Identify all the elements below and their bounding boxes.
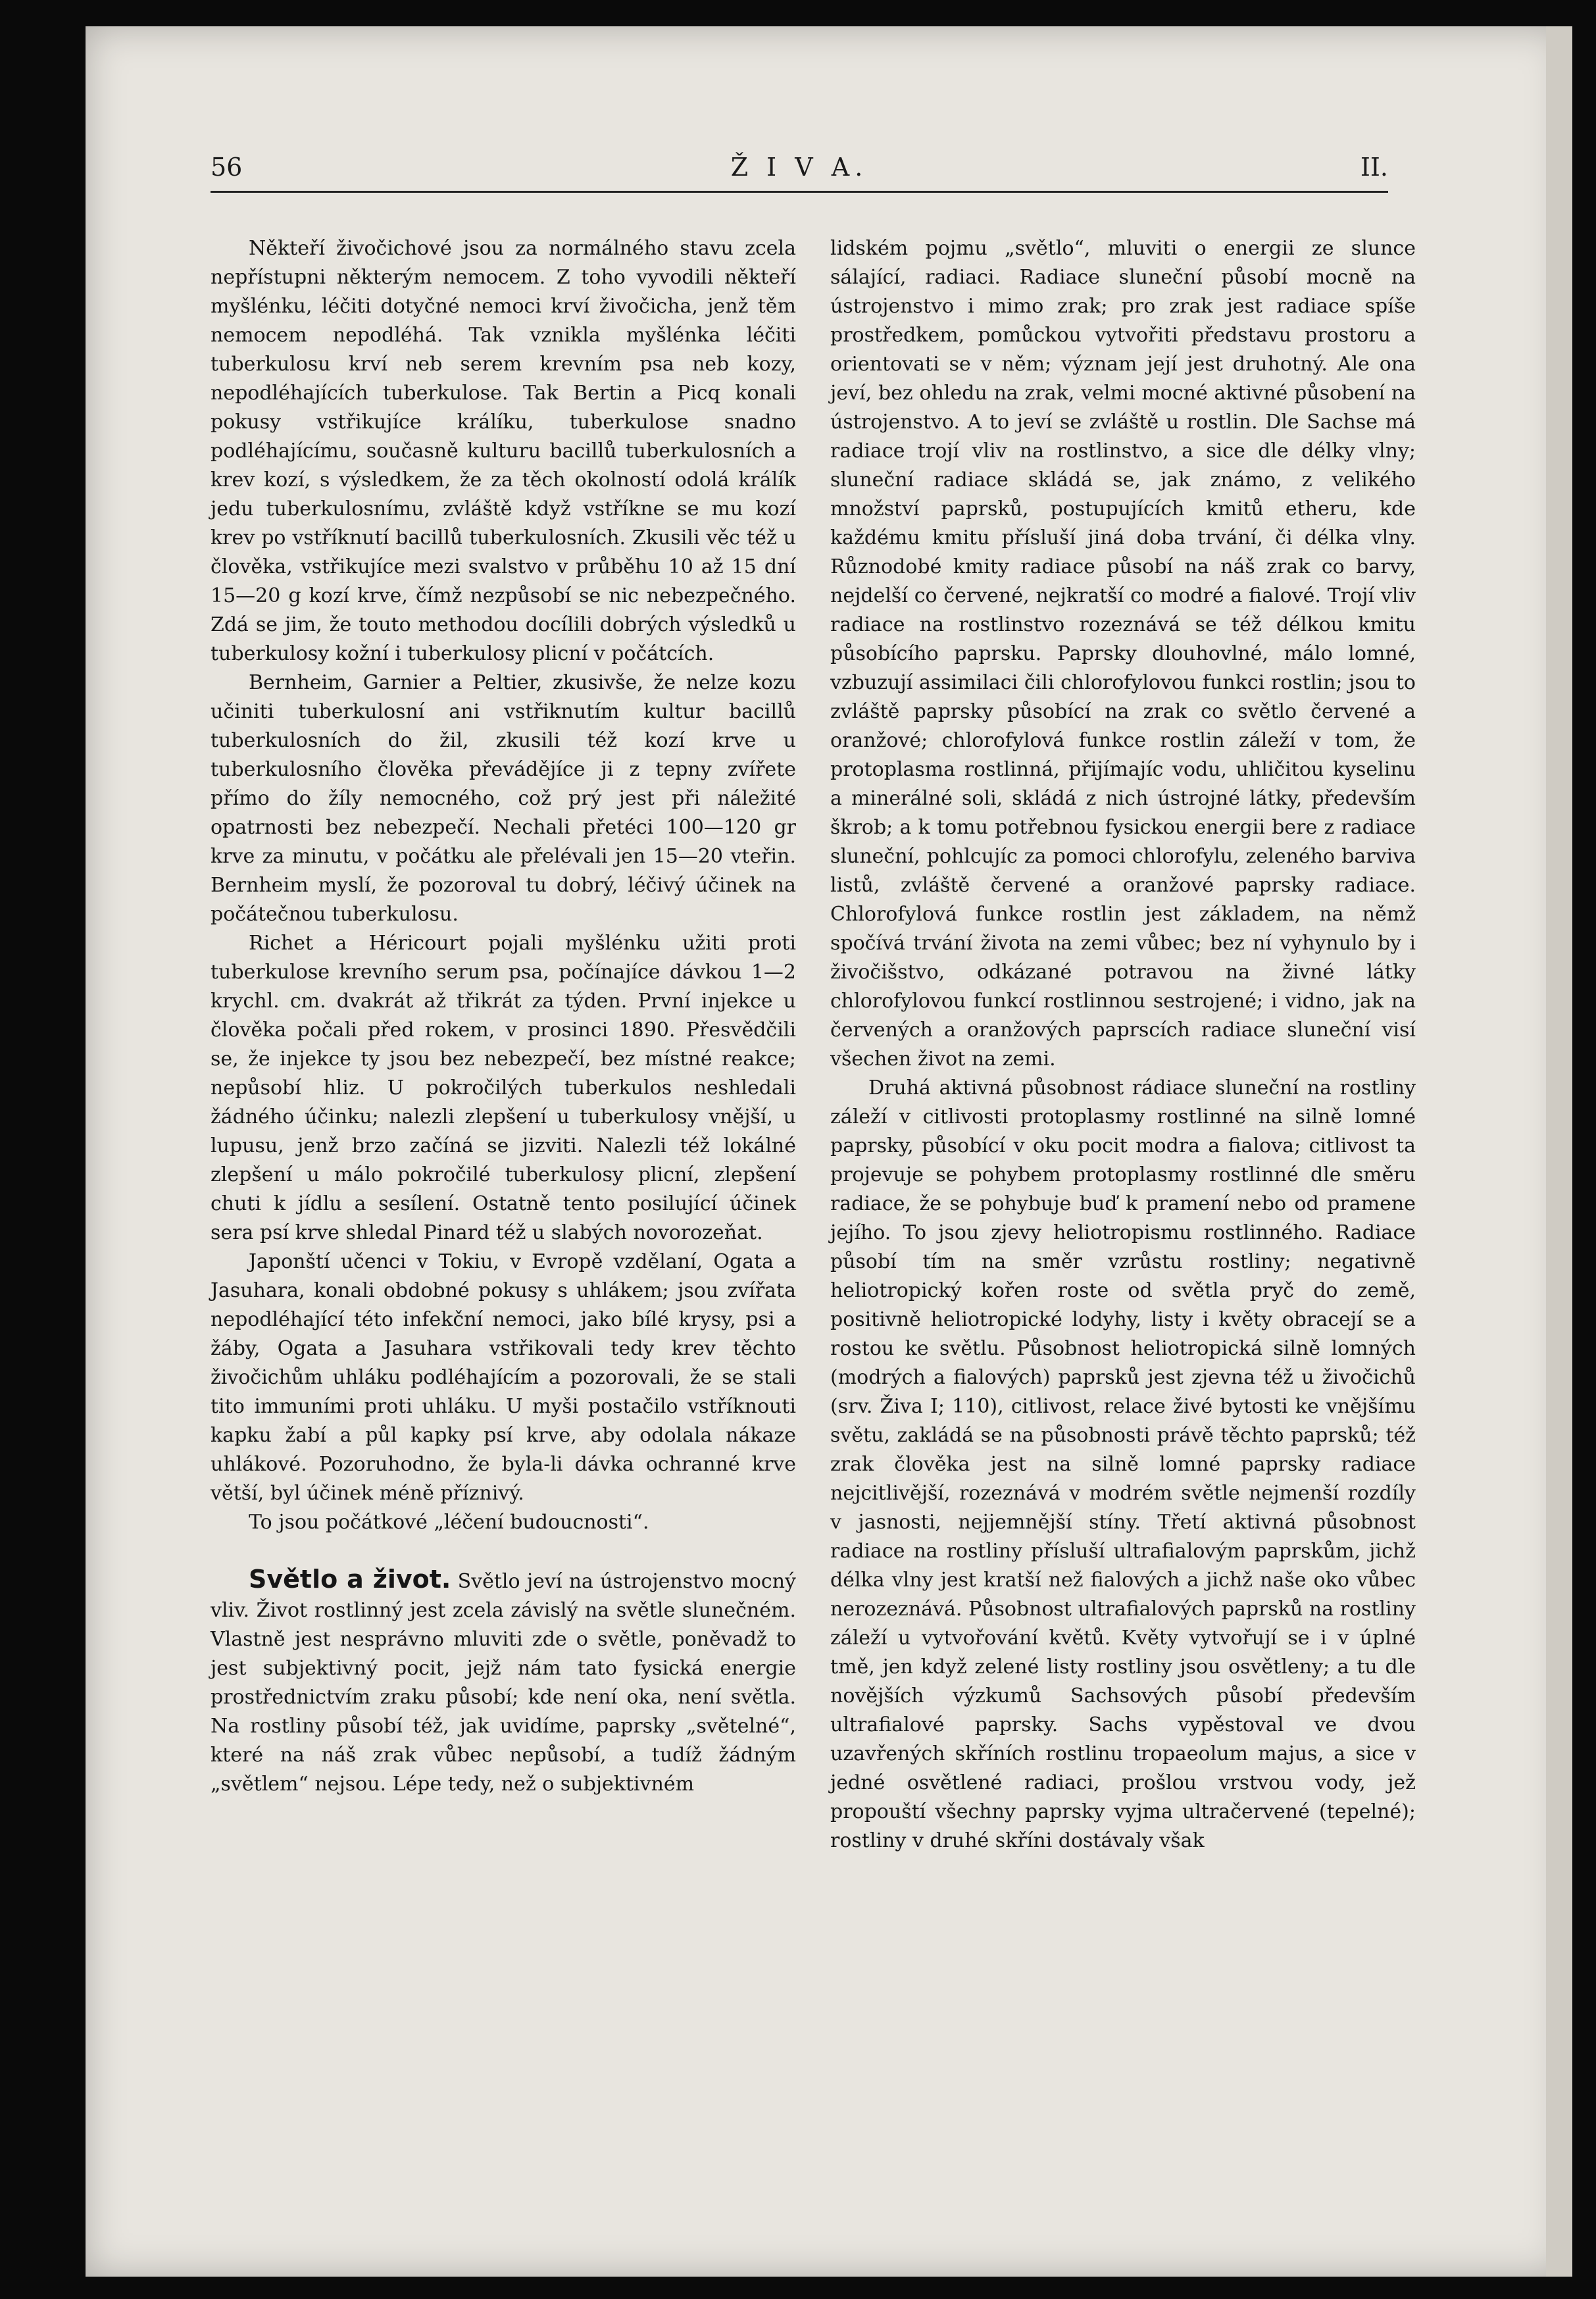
section-lead-text: Světlo jeví na ústrojenstvo mocný vliv. Život rostlinný jest zcela závislý na světle slunečném. Vlastně jest nesprávno mluviti zde o světle, poněvadž to jest subjektivný pocit, jejž nám tato fysická energie prostřednictvím zraku působí; kde není oka, není světla. Na rostliny působí též, jak uvidíme, paprsky „světelné“, které na náš zrak vůbec nepůsobí, a tudíž žádným „světlem“ nejsou. Lépe tedy, než o subjektivném [211,1570,796,1796]
paragraph-conclusion: To jsou počátkové „léčení budoucnosti“. [249,1511,649,1534]
paragraph-japanese-scientists: Japonští učenci v Tokiu, v Evropě vzdělaní, Ogata a Jasuhara, konali obdobné pokusy s uhlákem; jsou zvířata nepodléhající této infekční nemoci, jako bílé krysy, psi a žáby, Ogata a Jasuhara vstřikovali tedy krev těchto živočichům uhláku podléhajícím a pozorovali, že se stali tito immuními proti uhláku. U myši postačilo vstříknouti kapku žabí a půl kapky psí krve, aby odolala nákaze uhlákové. Pozoruhodno, že byla-li dávka ochranné krve větší, byl účinek méně příznivý. [211,1250,796,1505]
page-header [211,153,1388,192]
page-number: 56 [211,153,243,182]
paper-edge [1546,26,1572,2277]
paragraph-goat-blood: Někteří živočichové jsou za normálného stavu zcela nepřístupni některým nemocem. Z toho vyvodili někteří myšlénku, léčiti dotyčné nemoci krví živočicha, jenž těm nemocem nepodléhá. Tak vznikla myšlénka léčiti tuberkulosu krví neb serem krevním psa neb kozy, nepodléhajících tuberkulose. Tak Bertin a Picq konali pokusy vstřikujíce králíku, tuberkulose snadno podléhajícímu, současně kulturu bacillů tuberkulosních a krev kozí, s výsledkem, že za těch okolností odolá králík jedu tuberkulosnímu, zvláště když vstříkne se mu kozí krev po vstříknutí bacillů tuberkulosních. Zkusili věc též u člověka, vstřikujíce mezi svalstvo v průběhu 10 až 15 dní 15—20 g kozí krve, čímž nezpůsobí se nic nebezpečného. Zdá se jim, že touto methodou docílili dobrých výsledků u tuberkulosy kožní i tuberkulosy plicní v počátcích. [211,237,796,665]
section-title: Světlo a život. [249,1565,451,1594]
right-column [830,234,1416,1856]
paragraph-radiation: lidském pojmu „světlo“, mluviti o energii ze slunce sálající, radiaci. Radiace sluneční působí mocně na ústrojenstvo i mimo zrak; pro zrak jest radiace spíše prostředkem, pomůckou vytvořiti představu prostoru a orientovati se v něm; význam její jest druhotný. Ale ona jeví, bez ohledu na zrak, velmi mocné aktivné působení na ústrojenstvo. A to jeví se zvláště u rostlin. Dle Sachse má radiace trojí vliv na rostlinstvo, a sice dle délky vlny; sluneční radiace skládá se, jak známo, z velikého množství paprsků, postupujících kmitů etheru, kde každému kmitu přísluší jiná doba trvání, či délka vlny. Různodobé kmity radiace působí na náš zrak co barvy, nejdelší co červené, nejkratší co modré a fialové. Trojí vliv radiace na rostlinstvo rozeznává se též délkou kmitu působícího paprsku. Paprsky dlouhovlné, málo lomné, vzbuzují assimilaci čili chlorofylovou funkci rostlin; jsou to zvláště paprsky působící na zrak co světlo červené a oranžové; chlorofylová funkce rostlin záleží v tom, že protoplasma rostlinná, přijímajíc vodu, uhličitou kyselinu a minerálné soli, skládá z nich ústrojné látky, především škrob; a k tomu potřebnou fysickou energii bere z radiace sluneční, pohlcujíc za pomoci chlorofylu, zeleného barviva listů, zvláště červené a oranžové paprsky radiace. Chlorofylová funkce rostlin jest základem, na němž spočívá trvání života na zemi vůbec; bez ní vyhynulo by i živočišstvo, odkázané potravou na živné látky chlorofylovou funkcí rostlinnou sestrojené; i vidno, jak na červených a oranžových paprscích radiace sluneční visí všechen život na zemi. [830,237,1416,1071]
header-rule [211,191,1388,193]
volume-number: II. [1360,153,1388,182]
paragraph-richet: Richet a Héricourt pojali myšlénku užiti proti tuberkulose krevního serum psa, počínajíce dávkou 1—2 krychl. cm. dvakrát až třikrát za týden. První injekce u člověka počali před rokem, v prosinci 1890. Přesvědčili se, že injekce ty jsou bez nebezpečí, bez místné reakce; nepůsobí hliz. U pokročilých tuberkulos neshledali žádného účinku; nalezli zlepšení u tuberkulosy vnější, u lupusu, jenž brzo začíná se jizviti. Nalezli též lokálné zlepšení u málo pokročilé tuberkulosy plicní, zlepšení chuti k jídlu a sesílení. Ostatně tento posilující účinek sera psí krve shledal Pinard též u slabých novorozeňat. [211,932,796,1244]
journal-title: Ž I V A. [730,153,868,182]
left-column [211,234,796,1799]
paragraph-heliotropism: Druhá aktivná působnost rádiace sluneční na rostliny záleží v citlivosti protoplasmy rostlinné na silně lomné paprsky, působící v oku pocit modra a fialova; citlivost ta projevuje se pohybem protoplasmy rostlinné dle směru radiace, že se pohybuje buď k pramení nebo od pramene jejího. To jsou zjevy heliotropismu rostlinného. Radiace působí tím na směr vzrůstu rostliny; negativně heliotropický kořen roste od světla pryč do země, positivně heliotropické lodyhy, listy i květy obracejí se a rostou ke světlu. Působnost heliotropická silně lomných (modrých a fialových) paprsků jest zjevna též u živočichů (srv. Živa I; 110), citlivost, relace živé bytosti ke vnějšímu světu, zakládá se na působnosti právě těchto paprsků; též zrak člověka jest na silně lomné paprsky radiace nejcitlivější, rozeznává v modrém světle nejmenší rozdíly v jasnosti, nejjemnější stíny. Třetí aktivná působnost radiace na rostliny přísluší ultrafialovým paprskům, jichž délka vlny jest kratší než fialových a jichž naše oko vůbec nerozeznává. Působnost ultrafialových paprsků na rostliny záleží u vytvořování květů. Květy vytvořují se i v úplné tmě, jen když zelené listy rostliny jsou osvětleny; a tu dle novějších výzkumů Sachsových působí především ultrafialové paprsky. Sachs vypěstoval ve dvou uzavřených skříních rostlinu tropaeolum majus, a sice v jedné osvětlené radiaci, prošlou vrstvou vody, jež propouští všechny paprsky vyjma ultračervené (tepelné); rostliny v druhé skříni dostávaly však [830,1076,1416,1852]
section-light-and-life [211,1565,796,1799]
paragraph-bernheim: Bernheim, Garnier a Peltier, zkusivše, že nelze kozu učiniti tuberkulosní ani vstřiknutím kultur bacillů tuberkulosních do žil, zkusili též kozí krve u tuberkulosního člověka převádějíce ji z tepny zvířete přímo do žíly nemocného, což prý jest při náležité opatrnosti bez nebezpečí. Nechali přetéci 100—120 gr krve za minutu, v počátku ale přelévali jen 15—20 vteřin. Bernheim myslí, že pozoroval tu dobrý, léčivý účinek na počátečnou tuberkulosu. [211,671,796,926]
